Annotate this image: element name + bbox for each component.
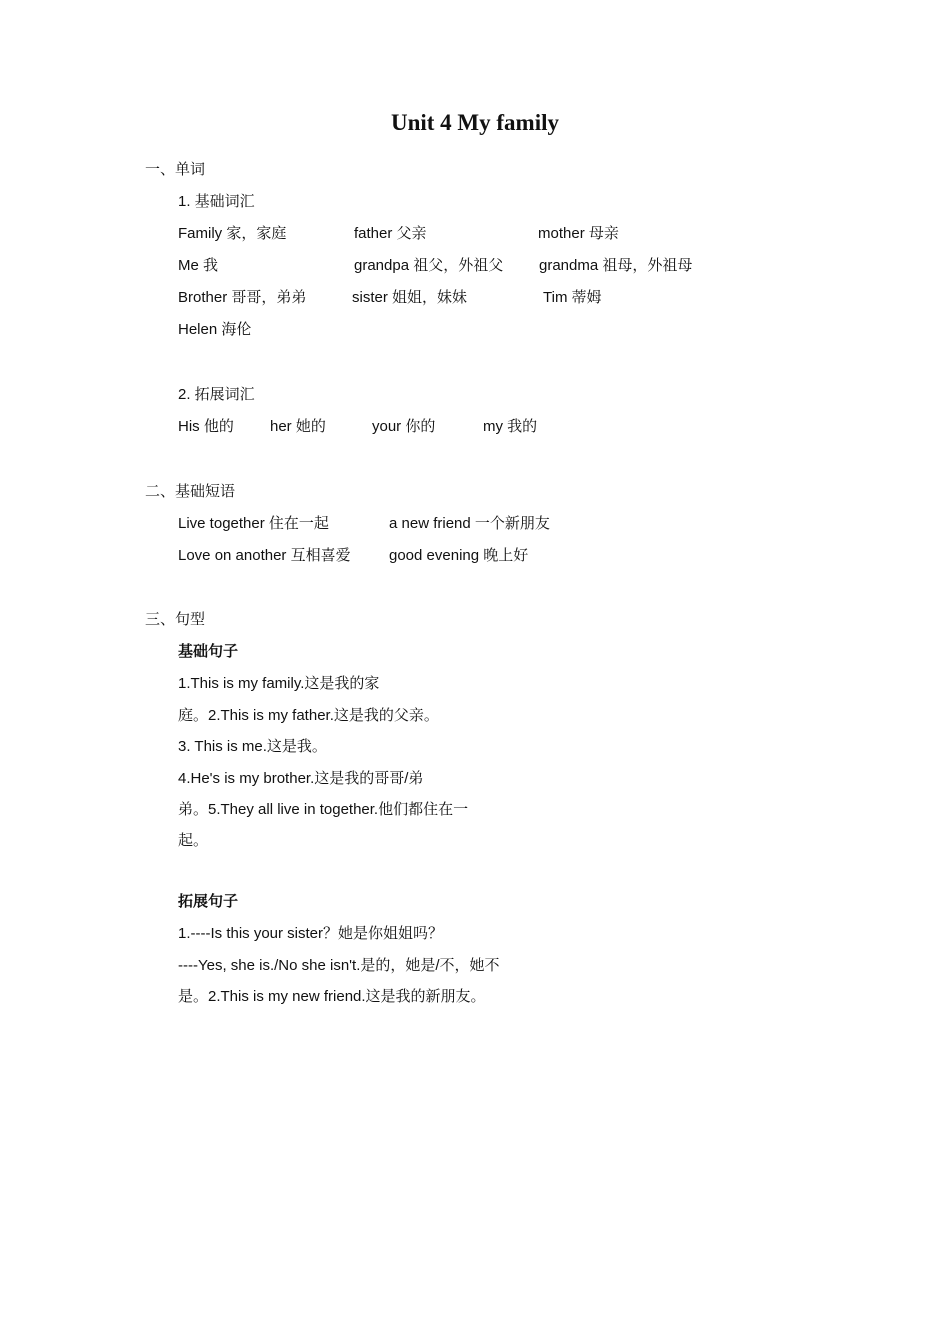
phrase-item: good evening 晚上好	[389, 547, 529, 564]
vocab-item: Family 家，家庭	[178, 225, 287, 242]
vocab-item: sister 姐姐，妹妹	[352, 289, 468, 306]
vocab-item: Me 我	[178, 257, 219, 274]
ext-vocab-item: your 你的	[372, 418, 436, 435]
vocab-item: Helen 海伦	[178, 321, 252, 338]
phrase-item: Live together 住在一起	[178, 515, 329, 532]
vocab-item: grandma 祖母，外祖母	[539, 257, 693, 274]
page-title: Unit 4 My family	[390, 110, 559, 135]
vocab-item: Brother 哥哥，弟弟	[178, 289, 307, 306]
sentence-line: 庭。2.This is my father.这是我的父亲。	[178, 707, 439, 724]
section-heading-phrases: 二、基础短语	[145, 483, 236, 500]
ext-vocab-item: His 他的	[178, 418, 234, 435]
ext-vocab-item: my 我的	[483, 418, 538, 435]
sentence-line: 是。2.This is my new friend.这是我的新朋友。	[178, 988, 486, 1005]
sentence-line: 1.This is my family.这是我的家	[178, 675, 380, 692]
ext-vocab-item: her 她的	[270, 418, 326, 435]
subheading-extended-vocabulary: 2. 拓展词汇	[178, 386, 255, 403]
sentence-line: 4.He's is my brother.这是我的哥哥/弟	[178, 770, 424, 787]
phrase-item: a new friend 一个新朋友	[389, 515, 550, 532]
sentence-line: 弟。5.They all live in together.他们都住在一	[178, 801, 469, 818]
phrase-item: Love on another 互相喜爱	[178, 547, 351, 564]
subheading-basic-sentences: 基础句子	[178, 643, 239, 660]
section-heading-vocabulary: 一、单词	[145, 161, 206, 178]
sentence-line: 1.----Is this your sister？她是你姐姐吗？	[178, 925, 444, 942]
vocab-item: mother 母亲	[538, 225, 619, 242]
subheading-extended-sentences: 拓展句子	[178, 893, 239, 910]
section-heading-sentences: 三、句型	[145, 611, 206, 628]
vocab-item: grandpa 祖父，外祖父	[354, 257, 504, 274]
sentence-line: 起。	[178, 832, 209, 849]
sentence-line: ----Yes, she is./No she isn't.是的，她是/不，她不	[178, 957, 500, 974]
vocab-item: father 父亲	[354, 225, 427, 242]
subheading-basic-vocabulary: 1. 基础词汇	[178, 193, 255, 210]
vocab-item: Tim 蒂姆	[543, 289, 602, 306]
sentence-line: 3. This is me.这是我。	[178, 738, 327, 755]
